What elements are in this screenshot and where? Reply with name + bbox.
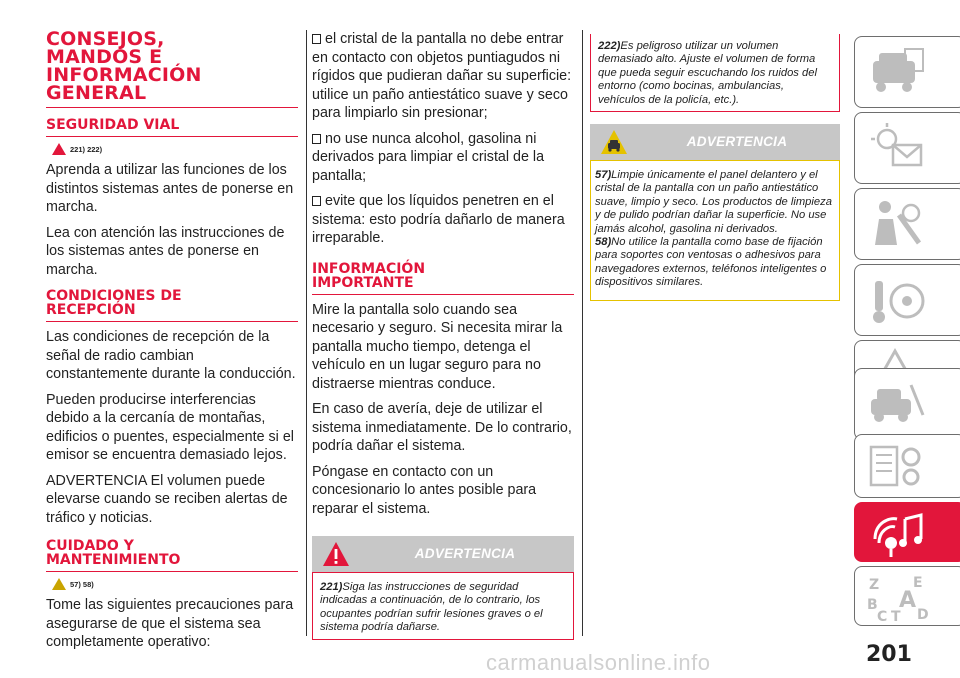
warning-triangle-icon (322, 540, 350, 568)
bullet-item (312, 30, 574, 123)
column-left (46, 30, 298, 659)
section-title-informacion (312, 262, 574, 290)
note-text: Limpie únicamente el panel delantero y el cristal de la pantalla con un paño antiestático suave, limpio y seco. Los productos de limpieza y de pulido podrían dañar la superficie. No use jamás alcohol, gasolina ni derivados. (595, 169, 832, 235)
note-number: 221) (320, 581, 343, 593)
warning-reference (52, 143, 298, 155)
caution-banner (590, 124, 840, 160)
paragraph: Pueden producirse interferencias debido a la cercanía de montañas, edificios o puentes, especialmente si el emisor se encuentra demasiado lejos. (46, 391, 294, 463)
key-steering-wheel-icon (865, 271, 929, 329)
bullet-text: evite que los líquidos penetren en el sistema: esto podría dañarlo de manera irreparable. (312, 193, 565, 246)
bullet-item (312, 192, 574, 248)
index-letter: A (899, 588, 917, 613)
reference-numbers: 57) 58) (70, 579, 94, 589)
section-title-cuidado (46, 539, 298, 567)
bullet-text: no use nunca alcohol, gasolina ni derivados para limpiar el cristal de la pantalla; (312, 130, 545, 184)
section-title-recepcion (46, 289, 298, 317)
index-letter: D (917, 607, 929, 623)
paragraph: ADVERTENCIA El volumen puede elevarse cuando se reciben alertas de tráfico y noticias. (46, 472, 288, 526)
paragraph: Póngase en contacto con un concesionario lo antes posible para reparar el sistema. (312, 463, 537, 517)
car-caution-icon (600, 128, 628, 156)
warning-label: ADVERTENCIA (414, 546, 516, 561)
reference-numbers: 221) 222) (70, 144, 103, 154)
section-title-line: RECEPCIÓN (46, 302, 136, 318)
watermark: carmanualsonline.info (486, 650, 711, 675)
section-divider (46, 571, 298, 572)
bullet-text: el cristal de la pantalla no debe entrar en contacto con objetos puntiagudos ni rígidos que pudieran dañar su superficie: utilice un paño antiestático suave y seco para limpiarlo sin presionar; (312, 31, 572, 121)
alphabetical-index-icon (865, 573, 929, 623)
warning-box (590, 34, 840, 112)
warning-reference (52, 578, 298, 590)
warning-banner (312, 536, 574, 572)
caution-triangle-icon (52, 578, 66, 590)
note-text: Es peligroso utilizar un volumen demasiado alto. Ajuste el volumen de forma que pueda seguir escuchando los ruidos del entorno (como bocinas, ambulancias, vehículos de la policía, etc.). (598, 40, 817, 106)
index-letter: T (891, 609, 901, 623)
tab-starting-driving[interactable] (854, 264, 960, 336)
section-divider (312, 294, 574, 295)
chapter-title-line: GENERAL (46, 82, 147, 104)
section-title-line: CONDICIONES DE (46, 288, 182, 304)
paragraph: Lea con atención las instrucciones de los sistemas antes de ponerse en marcha. (46, 224, 285, 278)
paragraph: Mire la pantalla solo cuando sea necesario y seguro. Si necesita mirar la pantalla mucho tiempo, detenga el vehículo en un lugar seguro para no distraerse mientras conduce. (312, 301, 563, 392)
tow-car-icon (865, 375, 929, 433)
index-letter: Z (869, 577, 880, 593)
note-number: 222) (598, 40, 621, 52)
column-middle (312, 30, 574, 640)
warning-triangle-icon (52, 143, 66, 155)
section-title-line: IMPORTANTE (312, 274, 414, 291)
title-divider (46, 107, 298, 108)
section-title-line: MANTENIMIENTO (46, 552, 181, 568)
note-number: 58) (595, 236, 612, 249)
multimedia-icon (865, 509, 929, 559)
tab-multimedia[interactable] (854, 502, 960, 562)
caution-note (595, 236, 832, 290)
index-letter: C (877, 609, 888, 623)
checkbox-bullet-icon (312, 196, 321, 206)
note-text: No utilice la pantalla como base de fijación para soportes con ventosas o adhesivos para navegadores externos, teléfonos inteligentes o dispositivos similares. (595, 236, 827, 289)
checkbox-bullet-icon (312, 134, 321, 144)
paragraph: En caso de avería, deje de utilizar el sistema inmediatamente. De lo contrario, podría dañar el sistema. (312, 401, 572, 454)
chapter-title (46, 30, 298, 102)
paragraph: Aprenda a utilizar las funciones de los distintos sistemas antes de ponerse en marcha. (46, 162, 294, 215)
tab-alphabetical-index[interactable] (854, 566, 960, 626)
tab-warning-lights[interactable] (854, 112, 960, 184)
note-text: Siga las instrucciones de seguridad indicadas a continuación, de lo contrario, los ocupantes podrían sufrir lesiones graves o el sistema podría dañarse. (320, 581, 543, 634)
section-title-line: INFORMACIÓN (312, 260, 426, 277)
section-divider (46, 321, 298, 322)
warning-lights-icon (865, 119, 929, 177)
caution-note (595, 169, 832, 236)
tab-safety[interactable] (854, 188, 960, 260)
chapter-title-line: INFORMACIÓN (46, 64, 202, 86)
chapter-title-line: MANDOS E (46, 46, 163, 68)
airbag-seatbelt-icon (865, 195, 929, 253)
page-number: 201 (866, 642, 912, 667)
index-letter: E (913, 575, 923, 591)
technical-data-icon (865, 441, 929, 493)
paragraph: Tome las siguientes precauciones para asegurarse de que el sistema sea completamente operativo: (46, 597, 294, 650)
column-right (590, 34, 840, 301)
section-title-line: CUIDADO Y (46, 538, 134, 554)
caution-box (590, 160, 840, 301)
warning-note (320, 581, 566, 635)
car-dashboard-icon (865, 43, 929, 101)
note-number: 57) (595, 169, 612, 182)
caution-label: ADVERTENCIA (686, 134, 788, 150)
paragraph: Las condiciones de recepción de la señal de radio cambian constantemente durante la conducción. (46, 329, 296, 382)
bullet-item (312, 130, 574, 186)
warning-note (598, 40, 832, 107)
tab-dashboard[interactable] (854, 36, 960, 108)
index-letter: B (867, 597, 878, 613)
tab-technical-data[interactable] (854, 434, 960, 498)
warning-box (312, 572, 574, 640)
checkbox-bullet-icon (312, 34, 321, 44)
section-divider (46, 136, 298, 137)
column-divider (306, 30, 307, 636)
tab-tow[interactable] (854, 368, 960, 440)
chapter-title-line: CONSEJOS, (46, 28, 165, 50)
column-divider (582, 30, 583, 636)
section-title-seguridad: SEGURIDAD VIAL (46, 117, 180, 133)
